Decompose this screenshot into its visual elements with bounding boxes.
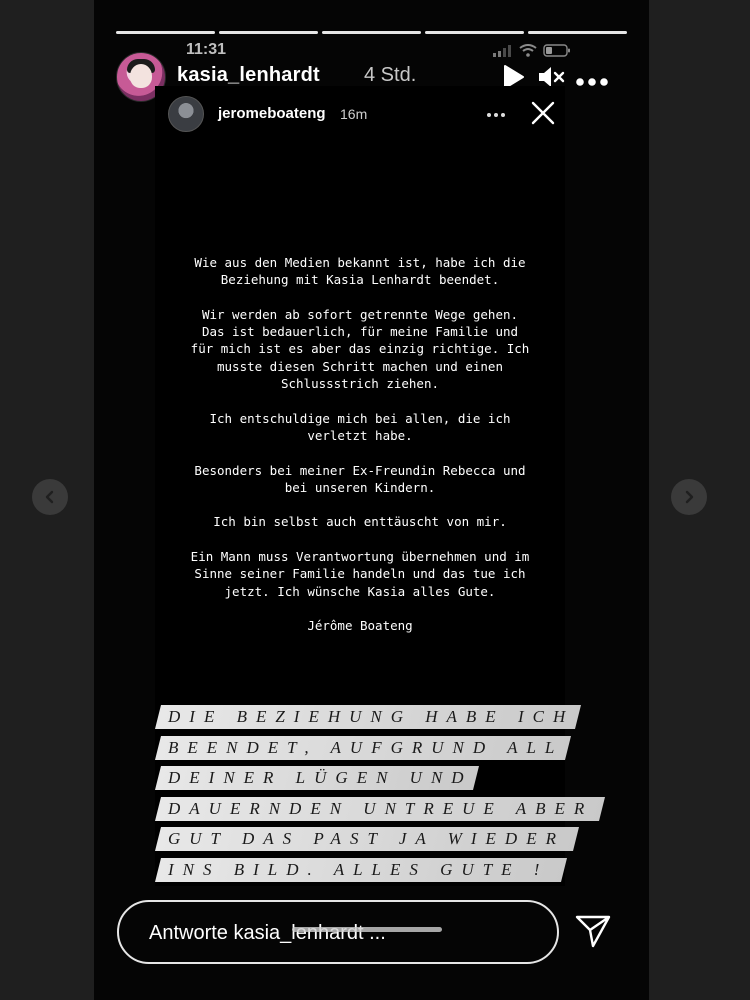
progress-segment (219, 31, 318, 34)
more-options-icon (576, 78, 610, 86)
statement-paragraph: Ich entschuldige mich bei allen, die ich verletzt habe. (209, 410, 511, 443)
statement-paragraph: Ein Mann muss Verantwortung übernehmen und im Sinne seiner Familie handeln und das tue ich jetzt. Ich wünsche Kasia alles Gute. (190, 549, 530, 599)
shared-story-time-ago: 16m (340, 106, 368, 122)
chevron-right-icon (682, 490, 696, 504)
caption-line: DAUERNDEN UNTREUE ABER (155, 797, 605, 821)
shared-story-username[interactable]: jeromeboateng (218, 105, 326, 122)
next-story-button[interactable] (671, 479, 707, 515)
caption-line: DEINER LÜGEN UND (155, 766, 479, 790)
story-time-ago: 4 Std. (364, 64, 417, 86)
statement-paragraph: Wir werden ab sofort getrennte Wege gehen. Das ist bedauerlich, für meine Familie und für mich ist es aber das einzig richtige. Ich musste diesen Schritt machen und einen Schlussstrich ziehen. (190, 306, 530, 392)
send-button[interactable] (574, 912, 612, 955)
progress-segment (116, 31, 215, 34)
caption-line: BEENDET, AUFGRUND ALL (155, 736, 571, 760)
caption-line: DIE BEZIEHUNG HABE ICH (155, 705, 581, 729)
reply-input[interactable] (147, 918, 451, 948)
more-options-button[interactable] (576, 73, 610, 91)
story-username[interactable]: kasia_lenhardt (177, 64, 320, 86)
statement-paragraph: Besonders bei meiner Ex-Freundin Rebecca und bei unseren Kindern. (194, 462, 526, 495)
send-icon (574, 912, 612, 950)
progress-segment (528, 31, 627, 34)
progress-segment (425, 31, 524, 34)
statement-paragraph: Ich bin selbst auch enttäuscht von mir. (213, 514, 507, 530)
progress-segment (322, 31, 421, 34)
status-bar-time: 11:31 (186, 41, 227, 58)
shared-story-avatar[interactable] (168, 96, 204, 132)
statement-paragraph: Wie aus den Medien bekannt ist, habe ich die Beziehung mit Kasia Lenhardt beendet. (194, 255, 526, 288)
story-viewer[interactable] (94, 0, 649, 1000)
statement-text (155, 254, 565, 652)
caption-line: INS BILD. ALLES GUTE ! (155, 858, 567, 882)
caption-line: GUT DAS PAST JA WIEDER (155, 827, 579, 851)
more-options-icon[interactable] (486, 105, 506, 125)
chevron-left-icon (43, 490, 57, 504)
statement-signature: Jérôme Boateng (307, 618, 413, 634)
close-icon[interactable] (530, 100, 556, 126)
previous-story-button[interactable] (32, 479, 68, 515)
shared-story-header (168, 96, 555, 134)
reply-field[interactable] (117, 900, 559, 964)
story-progress-bar (116, 31, 627, 34)
home-indicator (292, 927, 442, 932)
